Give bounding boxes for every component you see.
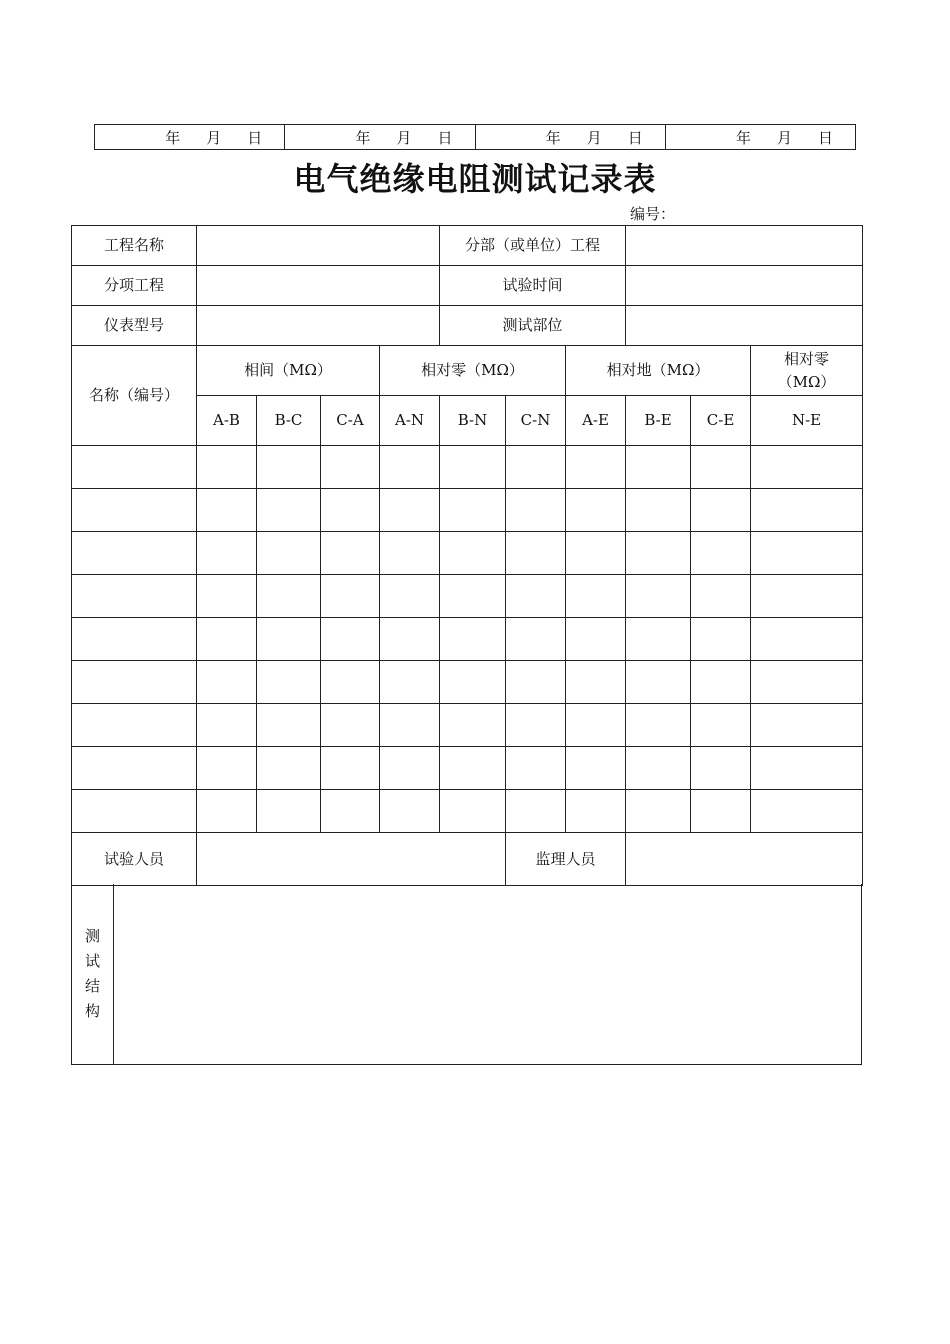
page-title: 电气绝缘电阻测试记录表: [293, 160, 657, 198]
reading-cell[interactable]: [751, 661, 863, 704]
reading-cell[interactable]: [626, 575, 691, 618]
reading-cell[interactable]: [197, 790, 257, 833]
phase-to-phase-header: 相间（MΩ）: [197, 346, 380, 396]
neutral-to-ground-header: [751, 346, 863, 396]
reading-cell[interactable]: [440, 790, 506, 833]
reading-cell[interactable]: [440, 747, 506, 790]
reading-cell[interactable]: [751, 446, 863, 489]
reading-cell[interactable]: [197, 618, 257, 661]
sub-unit-input[interactable]: [626, 226, 863, 266]
table-row: [72, 446, 863, 489]
phase-to-ground-header: 相对地（MΩ）: [566, 346, 751, 396]
reading-cell[interactable]: [626, 532, 691, 575]
reading-cell[interactable]: [506, 790, 566, 833]
name-number-cell[interactable]: [72, 489, 197, 532]
reading-cell[interactable]: [626, 790, 691, 833]
reading-cell[interactable]: [506, 661, 566, 704]
month-label: 月: [206, 128, 222, 147]
signature-row: [72, 833, 863, 886]
reading-cell[interactable]: [566, 446, 626, 489]
reading-cell[interactable]: [566, 790, 626, 833]
reading-cell[interactable]: [380, 747, 440, 790]
result-char: 测: [84, 927, 100, 945]
col-header-c-n: C-N: [506, 396, 566, 446]
reading-cell[interactable]: [440, 532, 506, 575]
table-row: [72, 618, 863, 661]
reading-cell[interactable]: [257, 489, 321, 532]
data-rows: [72, 446, 863, 833]
project-name-label: 工程名称: [72, 226, 197, 266]
reading-cell[interactable]: [380, 704, 440, 747]
reading-cell[interactable]: [380, 489, 440, 532]
reading-cell[interactable]: [380, 618, 440, 661]
reading-cell[interactable]: [626, 747, 691, 790]
reading-cell[interactable]: [566, 704, 626, 747]
test-location-label: 测试部位: [440, 306, 626, 346]
date-field[interactable]: [476, 125, 666, 149]
reading-cell[interactable]: [566, 618, 626, 661]
reading-cell[interactable]: [257, 532, 321, 575]
name-number-cell[interactable]: [72, 446, 197, 489]
reading-cell[interactable]: [257, 446, 321, 489]
reading-cell[interactable]: [751, 704, 863, 747]
sub-item-input[interactable]: [197, 266, 440, 306]
reading-cell[interactable]: [566, 532, 626, 575]
record-table: [71, 225, 863, 886]
reading-cell[interactable]: [197, 747, 257, 790]
name-number-cell[interactable]: [72, 618, 197, 661]
reading-cell[interactable]: [626, 446, 691, 489]
year-label: 年: [355, 128, 371, 147]
name-number-cell[interactable]: [72, 532, 197, 575]
reading-cell[interactable]: [197, 575, 257, 618]
sub-unit-label: 分部（或单位）工程: [440, 226, 626, 266]
reading-cell[interactable]: [257, 618, 321, 661]
test-time-label: 试验时间: [440, 266, 626, 306]
info-row: [72, 266, 863, 306]
reading-cell[interactable]: [691, 704, 751, 747]
day-label: 日: [437, 128, 453, 147]
table-row: [72, 489, 863, 532]
result-char: 构: [84, 1002, 100, 1020]
date-field[interactable]: [285, 125, 475, 149]
reading-cell[interactable]: [380, 661, 440, 704]
col-header-b-n: B-N: [440, 396, 506, 446]
info-row: [72, 306, 863, 346]
reading-cell[interactable]: [197, 446, 257, 489]
table-row: [72, 704, 863, 747]
supervisor-label: 监理人员: [506, 833, 626, 886]
table-row: [72, 747, 863, 790]
reading-cell[interactable]: [751, 489, 863, 532]
col-header-a-e: A-E: [566, 396, 626, 446]
reading-cell[interactable]: [691, 489, 751, 532]
table-row: [72, 790, 863, 833]
col-header-b-e: B-E: [626, 396, 691, 446]
tester-label: 试验人员: [72, 833, 197, 886]
name-number-cell[interactable]: [72, 575, 197, 618]
reading-cell[interactable]: [257, 575, 321, 618]
reading-cell[interactable]: [197, 532, 257, 575]
reading-cell[interactable]: [321, 790, 380, 833]
reading-cell[interactable]: [691, 747, 751, 790]
reading-cell[interactable]: [626, 704, 691, 747]
reading-cell[interactable]: [380, 446, 440, 489]
day-label: 日: [817, 128, 833, 147]
reading-cell[interactable]: [257, 704, 321, 747]
year-label: 年: [735, 128, 751, 147]
reading-cell[interactable]: [566, 575, 626, 618]
info-row: [72, 226, 863, 266]
reading-cell[interactable]: [380, 790, 440, 833]
sub-item-label: 分项工程: [72, 266, 197, 306]
project-name-input[interactable]: [197, 226, 440, 266]
reading-cell[interactable]: [566, 661, 626, 704]
name-number-cell[interactable]: [72, 790, 197, 833]
reading-cell[interactable]: [321, 489, 380, 532]
reading-cell[interactable]: [506, 532, 566, 575]
reading-cell[interactable]: [257, 747, 321, 790]
reading-cell[interactable]: [626, 618, 691, 661]
table-row: [72, 575, 863, 618]
reading-cell[interactable]: [751, 618, 863, 661]
reading-cell[interactable]: [197, 489, 257, 532]
name-number-cell[interactable]: [72, 661, 197, 704]
test-location-input[interactable]: [626, 306, 863, 346]
col-header-a-b: A-B: [197, 396, 257, 446]
result-char: 结: [84, 977, 100, 995]
reading-cell[interactable]: [440, 489, 506, 532]
reading-cell[interactable]: [440, 661, 506, 704]
reading-cell[interactable]: [440, 446, 506, 489]
table-row: [72, 661, 863, 704]
reading-cell[interactable]: [440, 575, 506, 618]
doc-number-label: 编号：: [630, 205, 676, 223]
reading-cell[interactable]: [257, 790, 321, 833]
reading-cell[interactable]: [440, 618, 506, 661]
reading-cell[interactable]: [321, 747, 380, 790]
reading-cell[interactable]: [691, 790, 751, 833]
reading-cell[interactable]: [751, 575, 863, 618]
col-header-a-n: A-N: [380, 396, 440, 446]
test-time-input[interactable]: [626, 266, 863, 306]
reading-cell[interactable]: [691, 618, 751, 661]
reading-cell[interactable]: [566, 489, 626, 532]
result-char: 试: [84, 952, 100, 970]
phase-to-neutral-header: 相对零（MΩ）: [380, 346, 566, 396]
date-field[interactable]: [666, 125, 855, 149]
name-number-cell[interactable]: [72, 747, 197, 790]
reading-cell[interactable]: [506, 618, 566, 661]
reading-cell[interactable]: [751, 532, 863, 575]
table-row: [72, 532, 863, 575]
test-results-box: [71, 884, 862, 1065]
test-results-input[interactable]: [114, 884, 861, 1064]
instrument-model-label: 仪表型号: [72, 306, 197, 346]
supervisor-input[interactable]: [626, 833, 863, 886]
reading-cell[interactable]: [440, 704, 506, 747]
month-label: 月: [396, 128, 412, 147]
col-header-c-a: C-A: [321, 396, 380, 446]
reading-cell[interactable]: [751, 747, 863, 790]
tester-input[interactable]: [197, 833, 506, 886]
test-results-label: [72, 884, 114, 1064]
reading-cell[interactable]: [691, 575, 751, 618]
month-label: 月: [586, 128, 602, 147]
reading-cell[interactable]: [506, 704, 566, 747]
reading-cell[interactable]: [691, 532, 751, 575]
reading-cell[interactable]: [566, 747, 626, 790]
day-label: 日: [247, 128, 263, 147]
reading-cell[interactable]: [751, 790, 863, 833]
reading-cell[interactable]: [380, 575, 440, 618]
reading-cell[interactable]: [197, 704, 257, 747]
col-header-n-e: N-E: [751, 396, 863, 446]
reading-cell[interactable]: [626, 489, 691, 532]
reading-cell[interactable]: [197, 661, 257, 704]
reading-cell[interactable]: [321, 532, 380, 575]
ne-header-line2: （MΩ）: [777, 372, 836, 391]
reading-cell[interactable]: [626, 661, 691, 704]
reading-cell[interactable]: [691, 446, 751, 489]
reading-cell[interactable]: [321, 575, 380, 618]
name-number-header: 名称（编号）: [72, 346, 197, 446]
col-header-c-e: C-E: [691, 396, 751, 446]
month-label: 月: [776, 128, 792, 147]
reading-cell[interactable]: [321, 618, 380, 661]
reading-cell[interactable]: [506, 489, 566, 532]
instrument-model-input[interactable]: [197, 306, 440, 346]
header-group-row: [72, 346, 863, 396]
ne-header-line1: 相对零: [784, 350, 830, 368]
reading-cell[interactable]: [380, 532, 440, 575]
day-label: 日: [627, 128, 643, 147]
reading-cell[interactable]: [321, 446, 380, 489]
reading-cell[interactable]: [691, 661, 751, 704]
reading-cell[interactable]: [506, 446, 566, 489]
year-label: 年: [165, 128, 181, 147]
date-bar: [94, 124, 856, 150]
col-header-b-c: B-C: [257, 396, 321, 446]
reading-cell[interactable]: [257, 661, 321, 704]
reading-cell[interactable]: [321, 704, 380, 747]
reading-cell[interactable]: [321, 661, 380, 704]
year-label: 年: [545, 128, 561, 147]
reading-cell[interactable]: [506, 575, 566, 618]
reading-cell[interactable]: [506, 747, 566, 790]
name-number-cell[interactable]: [72, 704, 197, 747]
date-field[interactable]: [95, 125, 285, 149]
